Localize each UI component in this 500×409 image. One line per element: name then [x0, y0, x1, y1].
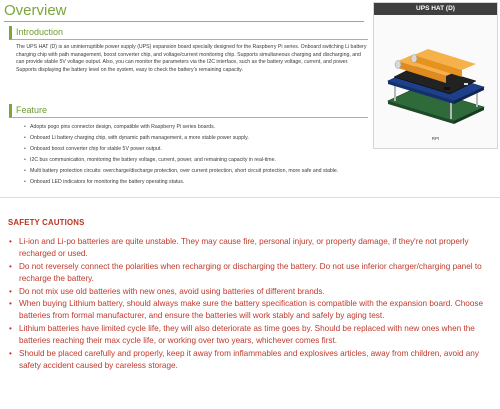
safety-item: • Do not mix use old batteries with new ones, avoid using batteries of different brands.: [9, 286, 495, 298]
feature-item: • Adopts pogo pins connector design, compatible with Raspberry Pi series boards.: [24, 122, 369, 133]
safety-item: • Should be placed carefully and properly, keep it away from inflammables and explosives articles, away from children, avoid any safety accident caused by careless storage.: [9, 348, 495, 373]
title-divider: [4, 21, 364, 22]
safety-item: • Li-ion and Li-po batteries are quite unstable. They may cause fire, personal injury, or property damage, if they're not properly recharged or used.: [9, 236, 495, 261]
feature-list: [24, 122, 369, 188]
section-divider: [0, 197, 500, 198]
safety-cautions-list: [9, 236, 495, 372]
feature-item: • Onboard boost converter chip for stable 5V power output.: [24, 144, 369, 155]
feature-item: • Onboard LED indicators for monitoring the battery operating status.: [24, 177, 369, 188]
safety-cautions-heading: SAFETY CAUTIONS: [8, 218, 85, 227]
introduction-text: The UPS HAT (D) is an uninterruptible power supply (UPS) expansion board specially designed for the Raspberry Pi series. Onboard switching Li battery charging chip with path management, boost converter chip, and voltage/current monitoring chip. Supports simultaneous charging and discharging, and can provide stable 5V voltage output. Also, you can monitor the parameters via the I2C interface, such as the battery voltage, current, and power. Supports displaying the battery level on the system, easy to check the battery's remaining capacity.: [16, 44, 367, 73]
product-title: UPS HAT (D): [374, 3, 497, 15]
safety-item: • When buying Lithium battery, should always make sure the battery specification is compatible with the expansion board. Choose batteries from formal manufacturer, and ensure the batteries will work stably and safely by aging test.: [9, 298, 495, 323]
feature-item: • Multi battery protection circuits: overcharge/discharge protection, over current protection, short circuit protection, more safe and stable.: [24, 166, 369, 177]
feature-item: • Onboard Li battery charging chip, with dynamic path management, a more stable power supply.: [24, 133, 369, 144]
feature-item: • I2C bus communication, monitoring the battery voltage, current, power, and remaining capacity in real-time.: [24, 155, 369, 166]
safety-item: • Lithium batteries have limited cycle life, they will also deteriorate as time goes by. Should be replaced with new ones when the batteries reaching their max cycle life, or working over two years, whichever comes first.: [9, 323, 495, 348]
product-caption: RPI: [431, 136, 440, 141]
ups-hat-board-image: [384, 21, 488, 129]
section-heading-feature: Feature: [9, 104, 368, 118]
safety-item: • Do not reversely connect the polarities when recharging or discharging the battery. Do not use inferior charger/charging panel to recharge the battery.: [9, 261, 495, 286]
section-heading-introduction: Introduction: [9, 26, 368, 40]
page-title: Overview: [4, 2, 67, 19]
product-image-card: [373, 2, 498, 149]
